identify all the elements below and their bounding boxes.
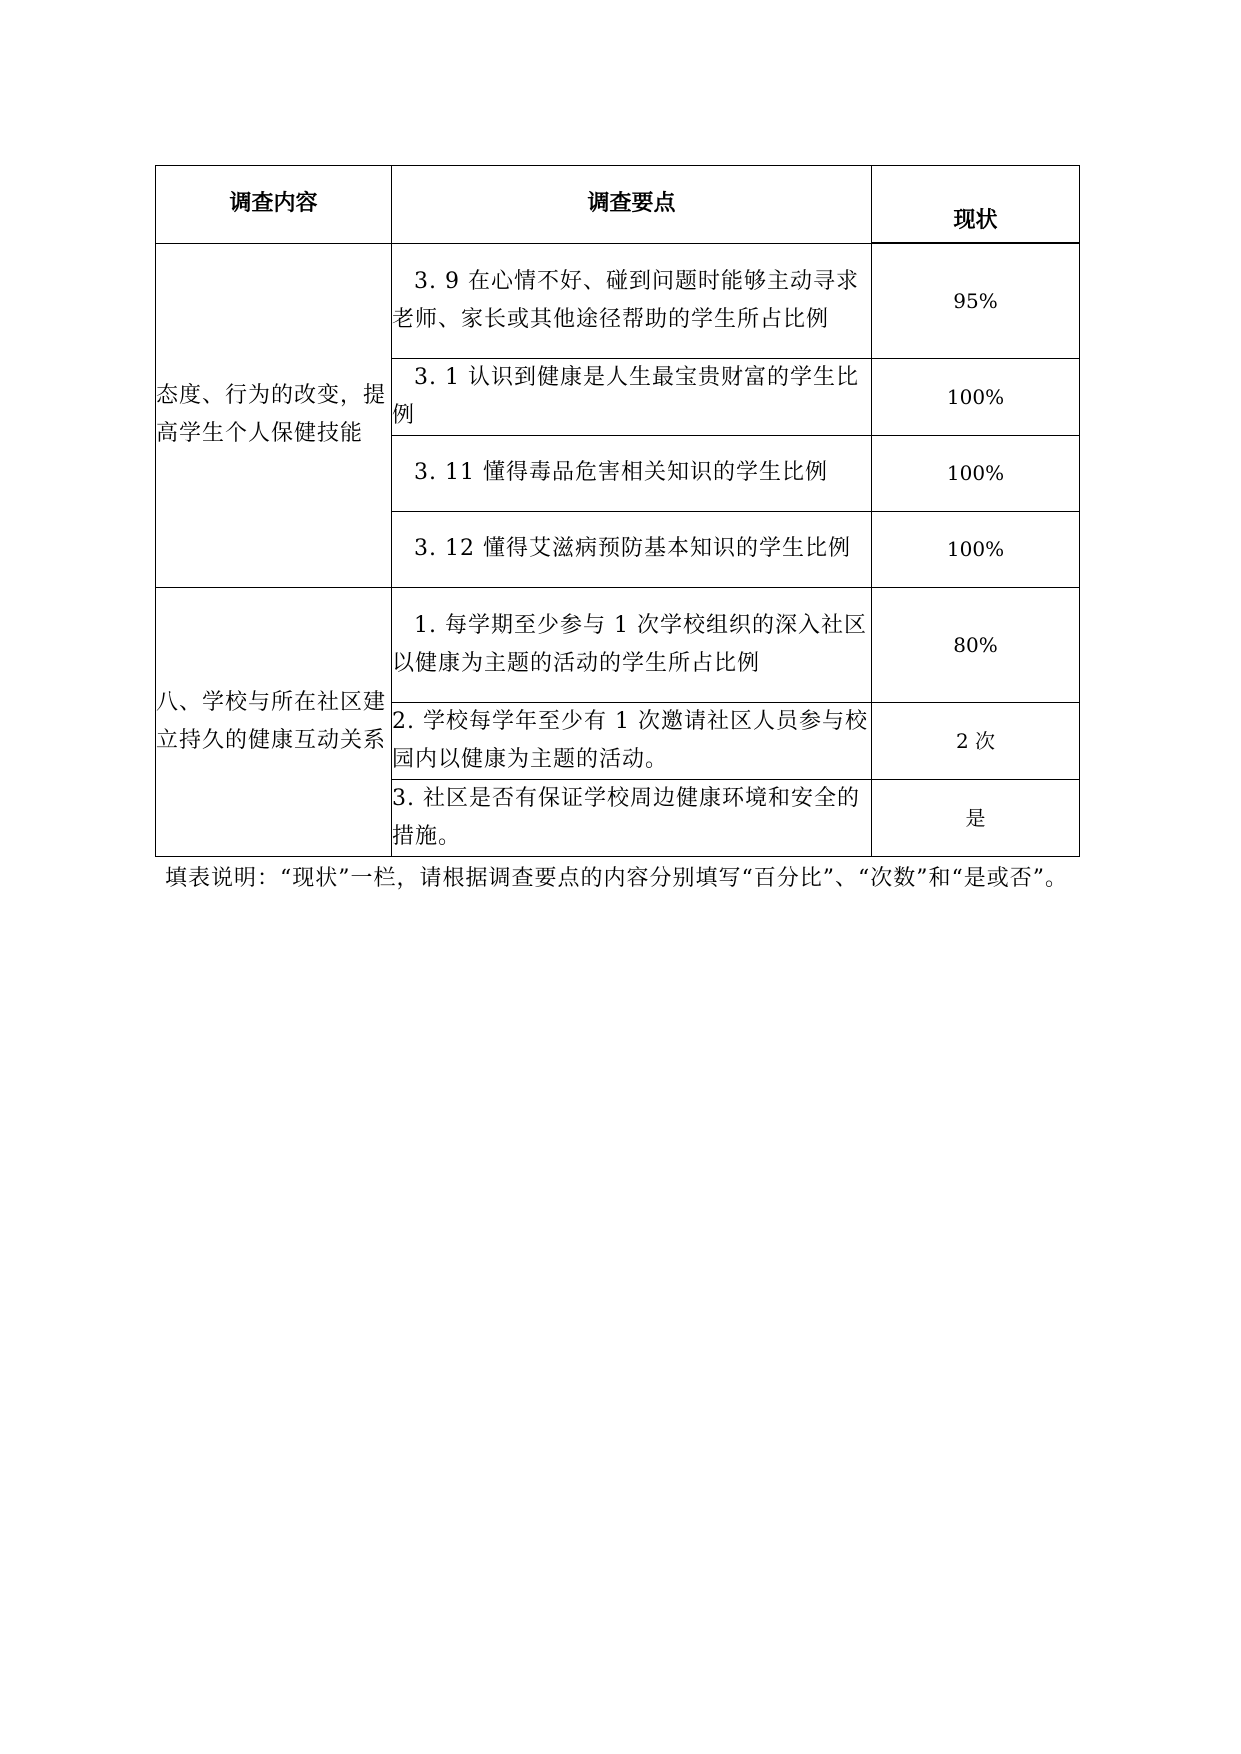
status-cell: 2 次 xyxy=(872,702,1080,779)
header-content: 调查内容 xyxy=(156,166,392,244)
table-header-row xyxy=(156,166,1080,244)
point-cell: 2. 学校每学年至少有 1 次邀请社区人员参与校园内以健康为主题的活动。 xyxy=(392,702,872,779)
point-cell: 3. 9 在心情不好、碰到问题时能够主动寻求老师、家长或其他途径帮助的学生所占比例 xyxy=(392,243,872,358)
point-cell: 3. 12 懂得艾滋病预防基本知识的学生比例 xyxy=(392,511,872,587)
survey-table xyxy=(155,165,1080,857)
point-cell: 1. 每学期至少参与 1 次学校组织的深入社区以健康为主题的活动的学生所占比例 xyxy=(392,587,872,702)
status-cell: 100% xyxy=(872,358,1080,435)
category-cell: 态度、行为的改变，提高学生个人保健技能 xyxy=(156,243,392,587)
table-row xyxy=(156,587,1080,702)
status-cell: 100% xyxy=(872,511,1080,587)
point-cell: 3. 社区是否有保证学校周边健康环境和安全的措施。 xyxy=(392,779,872,856)
status-cell: 100% xyxy=(872,435,1080,511)
header-points: 调查要点 xyxy=(392,166,872,244)
point-cell: 3. 11 懂得毒品危害相关知识的学生比例 xyxy=(392,435,872,511)
table-row xyxy=(156,243,1080,358)
status-cell: 95% xyxy=(872,243,1080,358)
status-cell: 是 xyxy=(872,779,1080,856)
header-status: 现状 xyxy=(872,166,1080,244)
category-cell: 八、学校与所在社区建立持久的健康互动关系 xyxy=(156,587,392,856)
point-cell: 3. 1 认识到健康是人生最宝贵财富的学生比例 xyxy=(392,358,872,435)
status-cell: 80% xyxy=(872,587,1080,702)
fill-instructions-note: 填表说明：“现状”一栏，请根据调查要点的内容分别填写“百分比”、“次数”和“是或否”。 xyxy=(165,866,1068,891)
